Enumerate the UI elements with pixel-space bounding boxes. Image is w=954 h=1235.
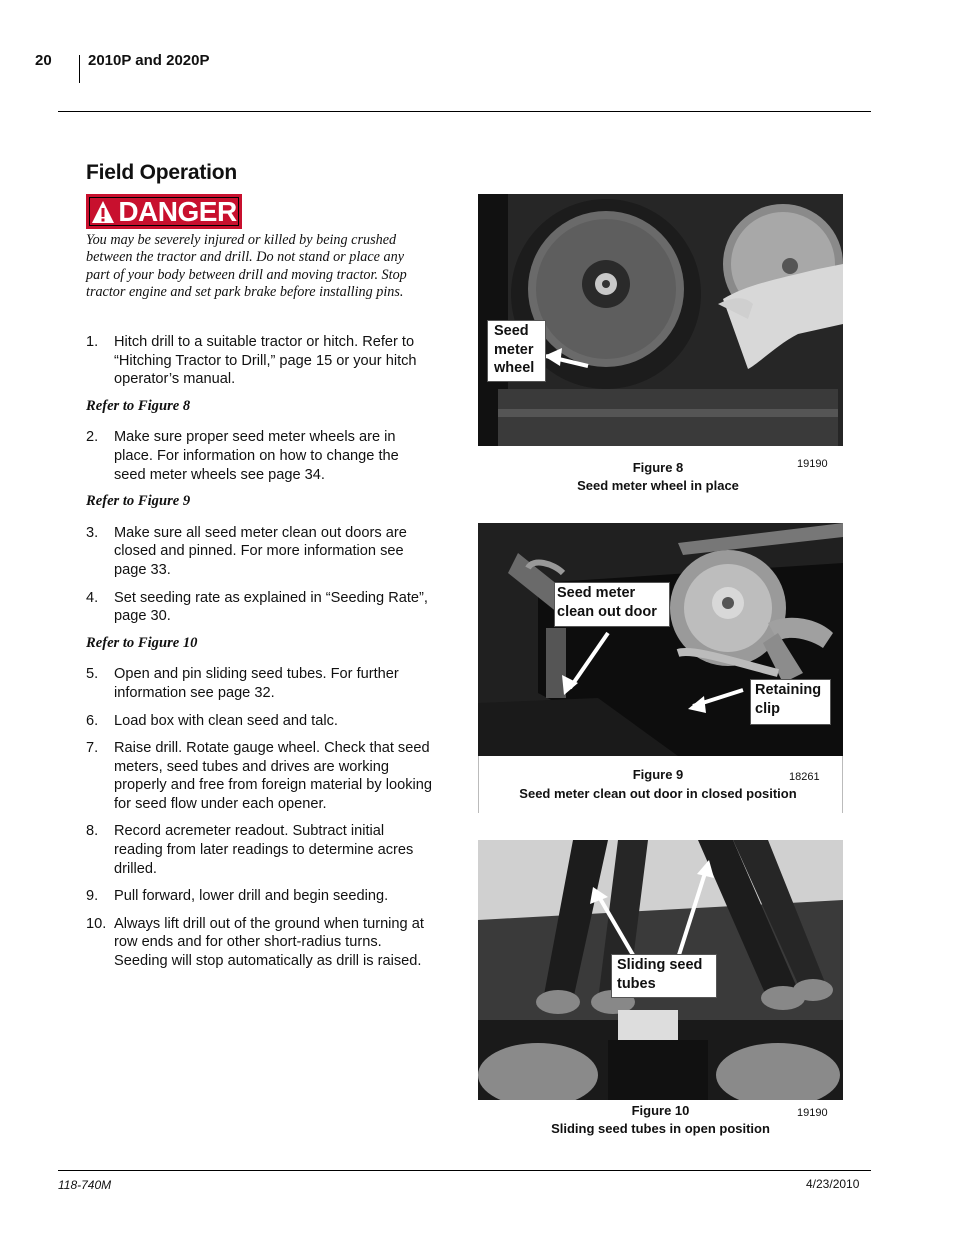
step-number: 2. <box>86 429 99 446</box>
page-number: 20 <box>35 52 52 69</box>
figure-8-code: 19190 <box>797 458 828 470</box>
figure-9-number: Figure 9 <box>632 767 684 782</box>
retaining-clip-label: Retaining clip <box>750 679 831 725</box>
document-date: 4/23/2010 <box>806 1177 860 1191</box>
footer-rule <box>58 1170 871 1171</box>
refer-to-figure: Refer to Figure 10 <box>86 634 198 651</box>
figure-10-code: 19190 <box>797 1107 828 1119</box>
danger-label-text: DANGER <box>118 195 237 227</box>
step-item <box>86 887 432 906</box>
step-item <box>86 333 432 389</box>
seed-meter-wheel-label: Seed meter wheel <box>487 320 546 382</box>
step-number: 8. <box>86 823 99 840</box>
warning-triangle-icon <box>91 200 115 224</box>
section-title: Field Operation <box>86 161 238 184</box>
step-text: Raise drill. Rotate gauge wheel. Check that seed meters, seed tubes and drives are working properly and free from foreign material by looking for seed flow under each opener. <box>114 740 432 812</box>
steps-list <box>86 333 432 980</box>
step-item <box>86 712 432 731</box>
step-number: 9. <box>86 888 99 905</box>
step-item <box>86 589 432 626</box>
step-text: Hitch drill to a suitable tractor or hitch. Refer to “Hitching Tractor to Drill,” page 15 or your hitch operator’s manual. <box>114 334 417 388</box>
figure-10-photo <box>478 840 843 1100</box>
step-text: Always lift drill out of the ground when turning at row ends and for other short-radius turns. Seeding will stop automatically as drill is raised. <box>114 915 424 970</box>
manual-title: 2010P and 2020P <box>88 52 210 69</box>
step-item <box>86 428 432 484</box>
header-rule <box>58 111 871 112</box>
figure-8-number: Figure 8 <box>632 460 684 475</box>
step-text: Make sure proper seed meter wheels are in place. For information on how to change the seed meter wheels see page 34. <box>114 429 399 483</box>
figure-9-code: 18261 <box>789 771 820 783</box>
step-number: 1. <box>86 334 99 350</box>
step-item <box>86 739 432 813</box>
step-text: Pull forward, lower drill and begin seeding. <box>114 888 389 905</box>
step-number: 3. <box>86 524 99 541</box>
figure-10-number: Figure 10 <box>631 1103 690 1118</box>
figure-10-caption: Sliding seed tubes in open position <box>551 1121 770 1136</box>
step-number: 5. <box>86 666 99 683</box>
step-number: 7. <box>86 740 99 757</box>
clean-out-door-label: Seed meter clean out door <box>554 582 670 627</box>
step-number: 6. <box>86 712 99 729</box>
figure-8-caption: Seed meter wheel in place <box>577 478 739 493</box>
step-text: Open and pin sliding seed tubes. For further information see page 32. <box>114 666 399 701</box>
refer-to-figure: Refer to Figure 9 <box>86 493 191 510</box>
step-number: 4. <box>86 589 99 606</box>
step-item <box>86 665 432 702</box>
header-divider <box>79 55 80 83</box>
step-text: Make sure all seed meter clean out doors are closed and pinned. For more information see page 33. <box>114 524 407 578</box>
figure-8-photo <box>478 194 843 446</box>
document-number: 118-740M <box>58 1178 112 1192</box>
step-text: Record acremeter readout. Subtract initial reading from later readings to determine acres drilled. <box>114 823 414 877</box>
step-text: Load box with clean seed and talc. <box>114 712 338 729</box>
step-item <box>86 915 432 971</box>
step-text: Set seeding rate as explained in “Seeding Rate”, page 30. <box>114 589 428 625</box>
refer-to-figure: Refer to Figure 8 <box>86 397 191 414</box>
figure-9-photo <box>478 523 843 756</box>
danger-label <box>86 194 242 229</box>
step-item <box>86 524 432 580</box>
danger-text: You may be severely injured or killed by being crushed between the tractor and drill. Do not stand or place any part of your body between drill and moving tractor. Stop tractor engine and set park brake before installing pins. <box>86 232 407 301</box>
figure-9-caption: Seed meter clean out door in closed position <box>519 786 797 801</box>
sliding-seed-tubes-label: Sliding seed tubes <box>611 954 717 998</box>
step-item <box>86 822 432 878</box>
step-number: 10. <box>86 915 107 932</box>
